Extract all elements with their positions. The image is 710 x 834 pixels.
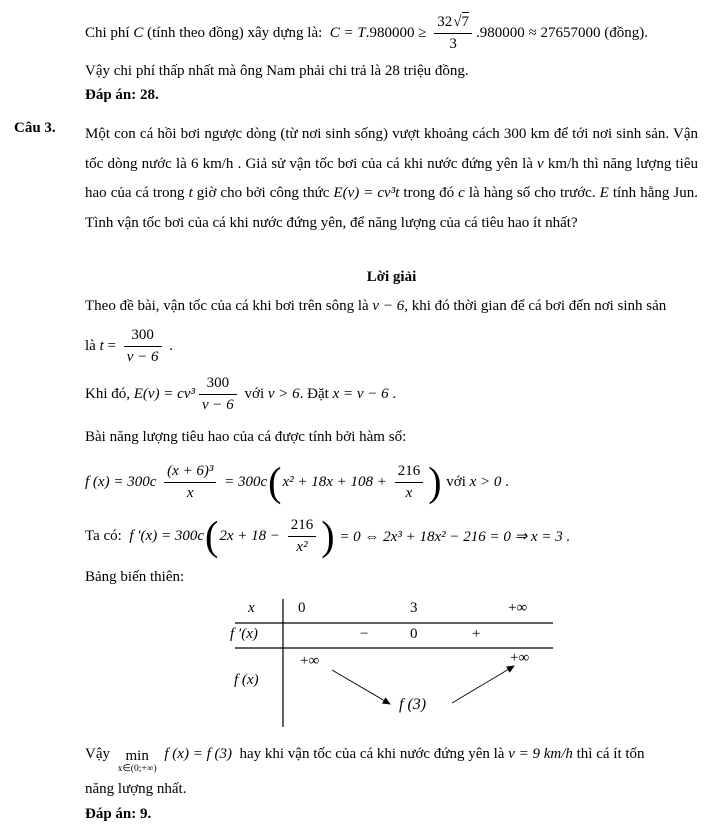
conclusion-line-2: năng lượng nhất. xyxy=(85,781,187,797)
math-fragment: f (x) = 300c xyxy=(85,473,161,490)
text-fragment: . Đặt xyxy=(299,385,333,402)
variation-table-label: Bảng biến thiên: xyxy=(85,569,185,585)
math-fragment: .980000 ≥ xyxy=(365,24,431,41)
big-right-paren: ) xyxy=(321,512,335,559)
fraction xyxy=(199,374,237,415)
cost-conclusion: Vậy chi phí thấp nhất mà ông Nam phải chi trả là 28 triệu đồng. xyxy=(85,63,469,79)
math-fragment: v − 6 xyxy=(372,298,405,314)
denominator: x xyxy=(186,484,194,501)
numerator: 300 xyxy=(199,374,237,395)
bbt-x-3: 3 xyxy=(410,600,418,616)
min-operator xyxy=(118,749,157,774)
fraction xyxy=(124,326,162,367)
numerator: 300 xyxy=(124,326,162,347)
text-fragment: Khi đó, xyxy=(85,385,134,402)
math-fragment: 32 xyxy=(437,14,453,30)
math-fragment: v > 6 xyxy=(267,385,300,402)
text-fragment: , khi đó thời gian để cá bơi đến nơi sinh sản xyxy=(404,298,667,314)
bbt-f-label: f (x) xyxy=(234,672,259,688)
bbt-sign-zero: 0 xyxy=(410,626,418,642)
math-fragment: E(v) = cv³ xyxy=(133,385,195,402)
math-fragment: E(v) = cv³t xyxy=(333,185,400,202)
math-fragment: f ′(x) = 300c xyxy=(129,527,204,544)
fx-formula-line xyxy=(85,455,509,509)
math-variable: E xyxy=(599,185,609,202)
denominator: x xyxy=(405,484,413,501)
text-fragment: với xyxy=(240,385,268,402)
bbt-inf-right: +∞ xyxy=(510,650,530,666)
big-right-paren: ) xyxy=(428,458,442,505)
denominator: 3 xyxy=(449,36,457,52)
math-fragment: x > 0 xyxy=(469,473,502,490)
question-3-label: Câu 3. xyxy=(14,120,56,136)
denominator: x² xyxy=(296,538,308,555)
solution-intro-line xyxy=(85,298,666,315)
math-fragment: = xyxy=(103,337,120,354)
text-fragment: là xyxy=(85,337,100,354)
min-label: min xyxy=(125,747,149,764)
fraction xyxy=(395,462,424,503)
derivative-line xyxy=(85,511,570,561)
energy-formula-line xyxy=(85,371,396,417)
function-intro-line: Bài năng lượng tiêu hao của cá được tính bởi hàm số: xyxy=(85,429,407,445)
bbt-x-infinity: +∞ xyxy=(508,600,528,616)
big-left-paren: ( xyxy=(268,458,282,505)
text-fragment: thì cá ít tốn xyxy=(572,745,645,762)
text-fragment: km/h thì năng lượng tiêu hao của cá trong xyxy=(85,155,698,202)
variation-table xyxy=(220,598,565,728)
math-variable: t xyxy=(99,337,104,354)
text-fragment: (đồng). xyxy=(604,24,648,41)
fraction xyxy=(164,462,216,503)
decreasing-arrow-icon xyxy=(332,670,390,704)
denominator: v − 6 xyxy=(202,396,234,413)
cost-formula-line xyxy=(85,10,648,56)
text-fragment: tính hằng Jun. Tình vận tốc bơi của cá khi nước đứng yên, để năng lượng của cá tiêu hao ít nhất? xyxy=(85,185,698,231)
text-fragment: . xyxy=(388,385,397,402)
numerator: 216 xyxy=(395,462,424,483)
conclusion-line xyxy=(85,734,645,774)
math-fragment: v = 9 km/h xyxy=(508,745,573,762)
numerator: 216 xyxy=(288,516,317,537)
text-fragment: Ta có: xyxy=(85,527,130,544)
bbt-sign-plus: + xyxy=(472,626,481,642)
text-fragment: trong đó xyxy=(399,185,459,202)
bbt-x-0: 0 xyxy=(298,600,306,616)
math-variable: C xyxy=(133,24,144,41)
math-fragment: f (x) = f (3) xyxy=(160,745,236,762)
bbt-inf-left: +∞ xyxy=(300,653,320,669)
bbt-fprime-label: f ′(x) xyxy=(230,626,258,642)
text-fragment: . xyxy=(501,473,509,490)
math-variable: c xyxy=(458,185,465,202)
text-fragment: Vậy xyxy=(85,745,114,762)
text-fragment: (tính theo đồng) xây dựng là: xyxy=(143,24,330,41)
text-fragment: là hàng số cho trước. xyxy=(464,185,600,202)
radical-icon: √ xyxy=(453,14,462,30)
denominator: v − 6 xyxy=(126,348,159,365)
math-fragment: .980000 ≈ 27657000 xyxy=(476,24,605,41)
increasing-arrow-icon xyxy=(452,666,514,703)
text-fragment: Một con cá hồi bơi ngược dòng (từ nơi sinh sống) vượt khoảng cách 300 km để tới nơi sinh sản. Vận tốc dòng nước là 6 km/h . Giả sử vận tốc bơi của cá khi nước đứng yên là xyxy=(85,126,698,172)
math-fragment: x = v − 6 xyxy=(332,385,389,402)
big-left-paren: ( xyxy=(205,512,219,559)
text-fragment: với xyxy=(442,473,470,490)
math-variable: v xyxy=(537,155,544,172)
answer-28: Đáp án: 28. xyxy=(85,87,159,103)
math-fragment: = 300c xyxy=(220,473,268,490)
bbt-sign-minus: − xyxy=(360,626,369,642)
text-fragment: Theo đề bài, vận tốc của cá khi bơi trên sông là xyxy=(85,298,373,314)
time-formula-line xyxy=(85,323,173,369)
answer-9: Đáp án: 9. xyxy=(85,806,152,822)
math-fragment: = 0 ⇔ 2x³ + 18x² − 216 = 0 ⇒ x = 3 . xyxy=(335,528,571,545)
bbt-min-value: f (3) xyxy=(399,696,427,713)
fraction xyxy=(288,516,317,557)
fraction xyxy=(434,12,472,54)
solution-title: Lời giải xyxy=(366,269,417,285)
text-fragment: giờ cho bởi công thức xyxy=(192,185,334,202)
question-3-text xyxy=(85,120,698,238)
min-subscript: x∈(0;+∞) xyxy=(117,763,157,774)
math-fragment: x² + 18x + 108 + xyxy=(282,473,391,490)
bbt-x-label: x xyxy=(248,600,255,616)
math-fragment: 2x + 18 − xyxy=(219,527,284,544)
radicand: 7 xyxy=(461,14,469,30)
math-fragment: C = T xyxy=(329,24,366,41)
text-fragment: . xyxy=(165,337,173,354)
text-fragment: hay khi vận tốc của cá khi nước đứng yên là xyxy=(235,745,509,762)
math-variable: t xyxy=(188,185,193,202)
numerator: (x + 6)³ xyxy=(164,462,216,483)
text-fragment: Chi phí xyxy=(85,24,134,41)
